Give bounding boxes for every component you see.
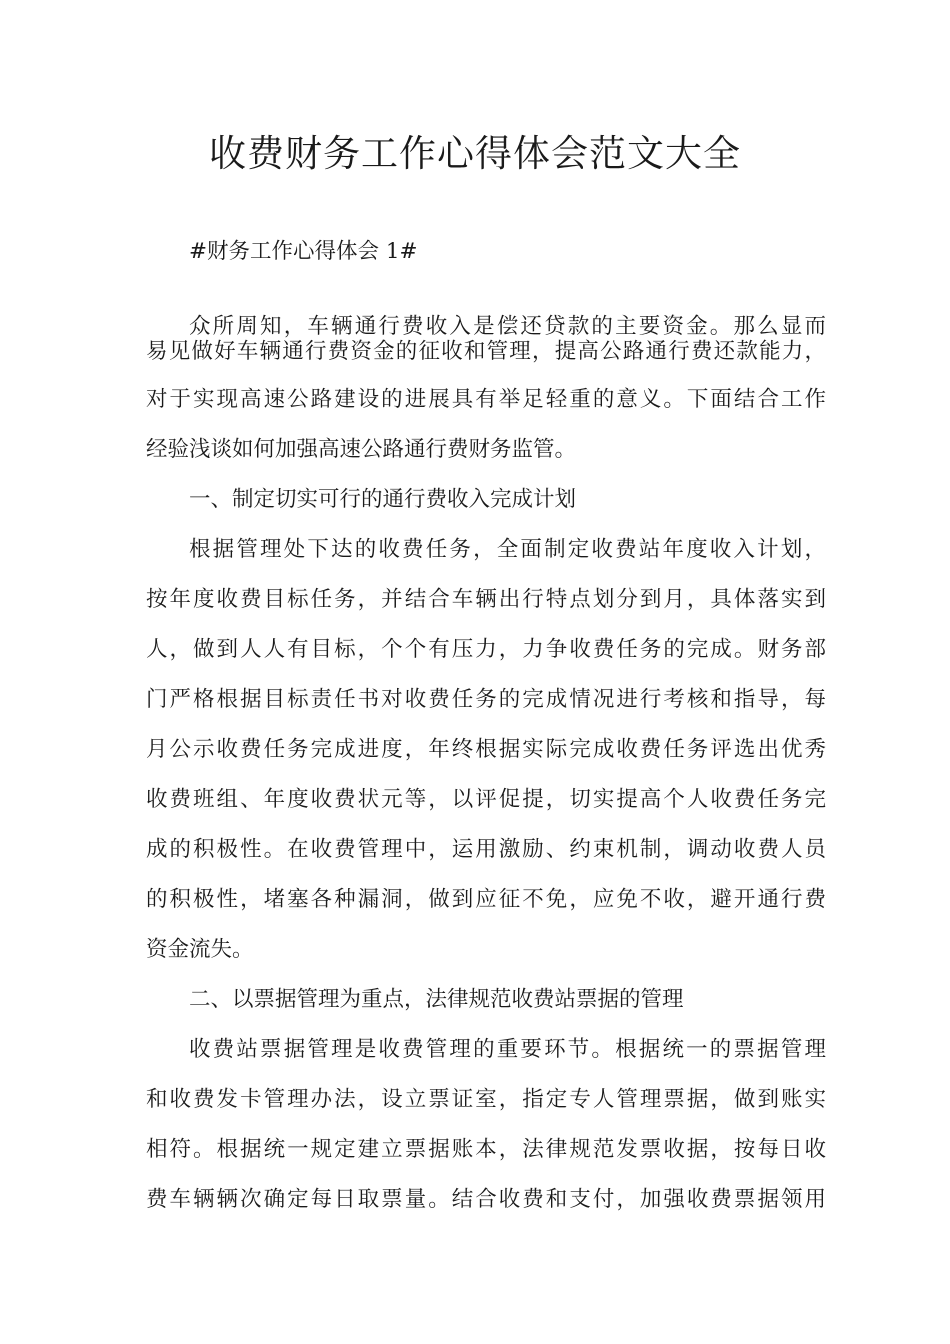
paragraph-line: 和收费发卡管理办法，设立票证室，指定专人管理票据，做到账实 — [146, 1087, 826, 1112]
section-heading-1: #财务工作心得体会 1# — [189, 239, 418, 264]
paragraph-line: 门严格根据目标责任书对收费任务的完成情况进行考核和指导，每 — [146, 687, 826, 712]
paragraph-line: 经验浅谈如何加强高速公路通行费财务监管。 — [146, 437, 577, 462]
paragraph-line: 资金流失。 — [146, 937, 254, 962]
subheading-1: 一、制定切实可行的通行费收入完成计划 — [189, 487, 577, 512]
paragraph-line: 众所周知，车辆通行费收入是偿还贷款的主要资金。那么显而 — [189, 314, 826, 339]
paragraph-line: 易见做好车辆通行费资金的征收和管理，提高公路通行费还款能力， — [146, 339, 826, 364]
paragraph-line: 对于实现高速公路建设的进展具有举足轻重的意义。下面结合工作 — [146, 387, 826, 412]
document-title: 收费财务工作心得体会范文大全 — [209, 132, 741, 175]
paragraph-line: 成的积极性。在收费管理中，运用激励、约束机制，调动收费人员 — [146, 837, 826, 862]
paragraph-line: 的积极性，堵塞各种漏洞，做到应征不免，应免不收，避开通行费 — [146, 887, 826, 912]
paragraph-line: 收费班组、年度收费状元等，以评促提，切实提高个人收费任务完 — [146, 787, 826, 812]
subheading-2: 二、以票据管理为重点，法律规范收费站票据的管理 — [189, 987, 684, 1012]
paragraph-line: 人，做到人人有目标，个个有压力，力争收费任务的完成。财务部 — [146, 637, 826, 662]
paragraph-line: 按年度收费目标任务，并结合车辆出行特点划分到月，具体落实到 — [146, 587, 826, 612]
paragraph-line: 收费站票据管理是收费管理的重要环节。根据统一的票据管理 — [189, 1037, 826, 1062]
paragraph-line: 费车辆辆次确定每日取票量。结合收费和支付，加强收费票据领用 — [146, 1187, 826, 1212]
paragraph-line: 月公示收费任务完成进度，年终根据实际完成收费任务评选出优秀 — [146, 737, 826, 762]
paragraph-line: 相符。根据统一规定建立票据账本，法律规范发票收据，按每日收 — [146, 1137, 826, 1162]
paragraph-line: 根据管理处下达的收费任务，全面制定收费站年度收入计划， — [189, 537, 826, 562]
